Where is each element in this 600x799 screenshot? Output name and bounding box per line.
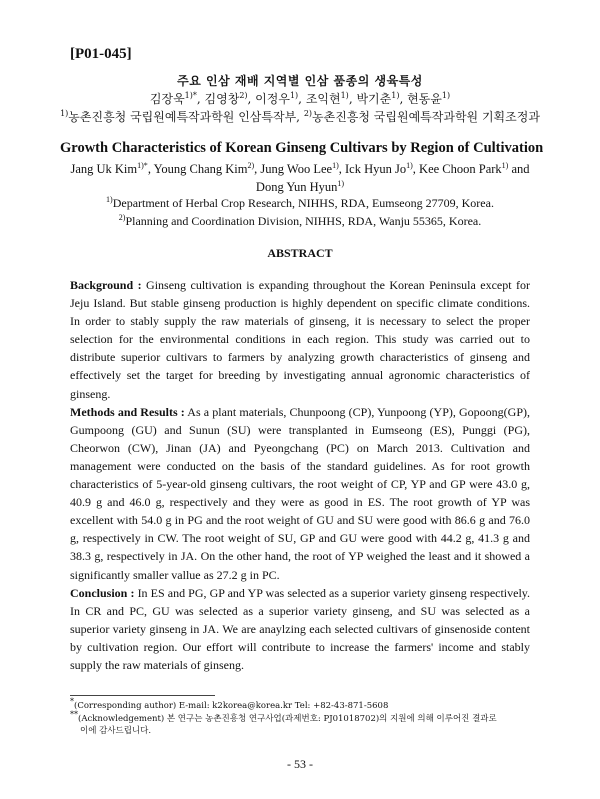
korean-authors: 김장욱$^{1)*}$, 김영창$^{2)}$, 이정우$^{1)}$, 조익현$^{1)}$, 박기춘$^{1)}$, 현동윤$^{1)}$: [149, 91, 451, 106]
author-mark: 1)*: [184, 91, 197, 100]
conclusion-paragraph: [70, 584, 530, 674]
author-mark: 1): [337, 178, 345, 188]
english-authors: Jang Uk Kim$^{1)*}$, Young Chang Kim$^{2)}$, Jung Woo Lee$^{1)}$, Ick Hyun Jo$^{1)}$, Kee Choon Park$^{1)}$ and Dong Yun Hyun$^{1)}$: [70, 160, 530, 194]
affil-mark: 1): [60, 109, 69, 118]
abstract-body: [70, 276, 530, 674]
author-mark: 2): [247, 160, 255, 170]
affiliation-text: Planning and Coordination Division, NIHHS, RDA, Wanju 55365, Korea.: [125, 214, 482, 228]
author-mark: 1): [501, 160, 509, 170]
author-mark: 1)*: [137, 160, 148, 170]
author-mark: 1): [441, 91, 451, 100]
author-and: and: [511, 162, 530, 176]
affil-mark: 2): [303, 109, 313, 118]
section-label: Background :: [70, 278, 142, 292]
section-text: Ginseng cultivation is expanding throughout the Korean Peninsula except for Jeju Island. But stable ginseng production is highly dependent on specific climate conditions. In order to stably supply the raw materials of ginseng, it is necessary to select the proper selection for the environmental conditions in each region. This study was carried out to distribute superior cultivars to farmers by analyzing growth characteristics of ginseng and effectively set the target for breeding by investigating annual agronomic characteristics of ginseng.: [70, 278, 531, 401]
section-label: Methods and Results :: [70, 404, 185, 419]
background-paragraph: [70, 276, 530, 403]
english-author: Young Chang Kim: [153, 162, 248, 176]
methods-paragraph: [70, 403, 530, 584]
korean-author: 조익현: [305, 92, 341, 106]
english-author: Kee Choon Park: [419, 162, 502, 176]
author-mark: 2): [239, 91, 248, 100]
footnotes: [70, 697, 540, 738]
section-text: As a plant materials, Chunpoong (CP), Yunpoong (YP), Gopoong(GP), Gumpoong (GU) and Sunun (SU) were transplanted in Eumseong (ES), Punggi (PG), Cheorwon (CW), Jinan (JA) and Pyeongchang (PC) on March 2013. Cultivation and management were conducted on the basis of the standard guidelines. As for root growth characteristics of 5-year-old ginseng cultivars, the root weight of CP, YP and GP were 43.0 g, 40.9 g and 46.0 g, respectively and they were as good in ES. The root growth of YP was excellent with 54.0 g in PG and the root weight of GU and SU were good with 86.6 g and 76.0 g, respectively in CW. The root weight of SU, GP and GU were good with 44.2 g, 41.3 g and 38.3 g, respectively in JA. On the other hand, the root of YP weighed the least and it showed a significantly smaller vallue as 27.2 g in PC.: [70, 404, 531, 582]
footnote-corresponding: [70, 697, 540, 713]
author-mark: 1): [406, 160, 413, 170]
footnote-text: (Acknowledgement) 본 연구는 농촌진흥청 연구사업(과제번호: PJ01018702)의 지원에 의해 이루어진 결과로: [78, 713, 497, 724]
english-author: Dong Yun Hyun: [255, 180, 338, 194]
footnote-divider: [70, 695, 215, 696]
author-mark: 1): [340, 91, 349, 100]
author-mark: 1): [289, 91, 299, 100]
affil-mark: 1): [106, 195, 113, 204]
section-label: Conclusion :: [70, 585, 135, 600]
footnote-mark: **: [70, 709, 78, 719]
footnote-mark: *: [70, 697, 74, 707]
korean-affiliations: [60, 108, 540, 125]
korean-title: 주요 인삼 재배 지역별 인삼 품종의 생육특성: [177, 74, 423, 88]
abstract-heading: ABSTRACT: [267, 246, 333, 260]
english-author: Jung Woo Lee: [260, 162, 333, 176]
author-mark: 1): [332, 160, 339, 170]
affiliation-text: Department of Herbal Crop Research, NIHHS, RDA, Eumseong 27709, Korea.: [112, 196, 494, 210]
footnote-text: (Corresponding author) E-mail: k2korea@korea.kr Tel: +82-43-871-5608: [74, 701, 389, 711]
page-number: - 53 -: [287, 757, 313, 771]
korean-author: 김영창: [204, 92, 240, 106]
korean-affiliation-2: 농촌진흥청 국립원예특작과학원 기획조정과: [312, 110, 540, 124]
abstract-code: [P01-045]: [70, 46, 132, 62]
korean-author: 박기춘: [356, 92, 392, 106]
english-affiliation-2: [60, 214, 540, 229]
footnote-acknowledgement-cont: 이에 감사드립니다.: [80, 726, 152, 736]
english-title: Growth Characteristics of Korean Ginseng Cultivars by Region of Cultivation: [60, 140, 544, 156]
affil-mark: 2): [118, 213, 126, 222]
author-mark: 1): [391, 91, 400, 100]
section-text: In ES and PG, GP and YP was selected as a superior variety ginseng respectively. In CR and PC, GU was selected as a superior variety ginseng, and SU was selected as a superior variety ginseng in JA. We are anaylzing each selected cultivars of ginsenoside content by cultivation region. Our effort will contribute to increase the farmers' income and stably supply the raw materials of ginseng.: [70, 585, 531, 672]
english-affiliation-1: [60, 196, 540, 211]
korean-author: 현동윤: [407, 92, 442, 106]
footnote-acknowledgement: [70, 709, 540, 726]
korean-affiliation-1: 농촌진흥청 국립원예특작과학원 인삼특작부,: [68, 110, 304, 124]
korean-author: 이정우: [255, 92, 290, 106]
korean-author: 김장욱: [149, 92, 185, 106]
english-author: Jang Uk Kim: [70, 162, 138, 176]
english-author: Ick Hyun Jo: [345, 162, 407, 176]
